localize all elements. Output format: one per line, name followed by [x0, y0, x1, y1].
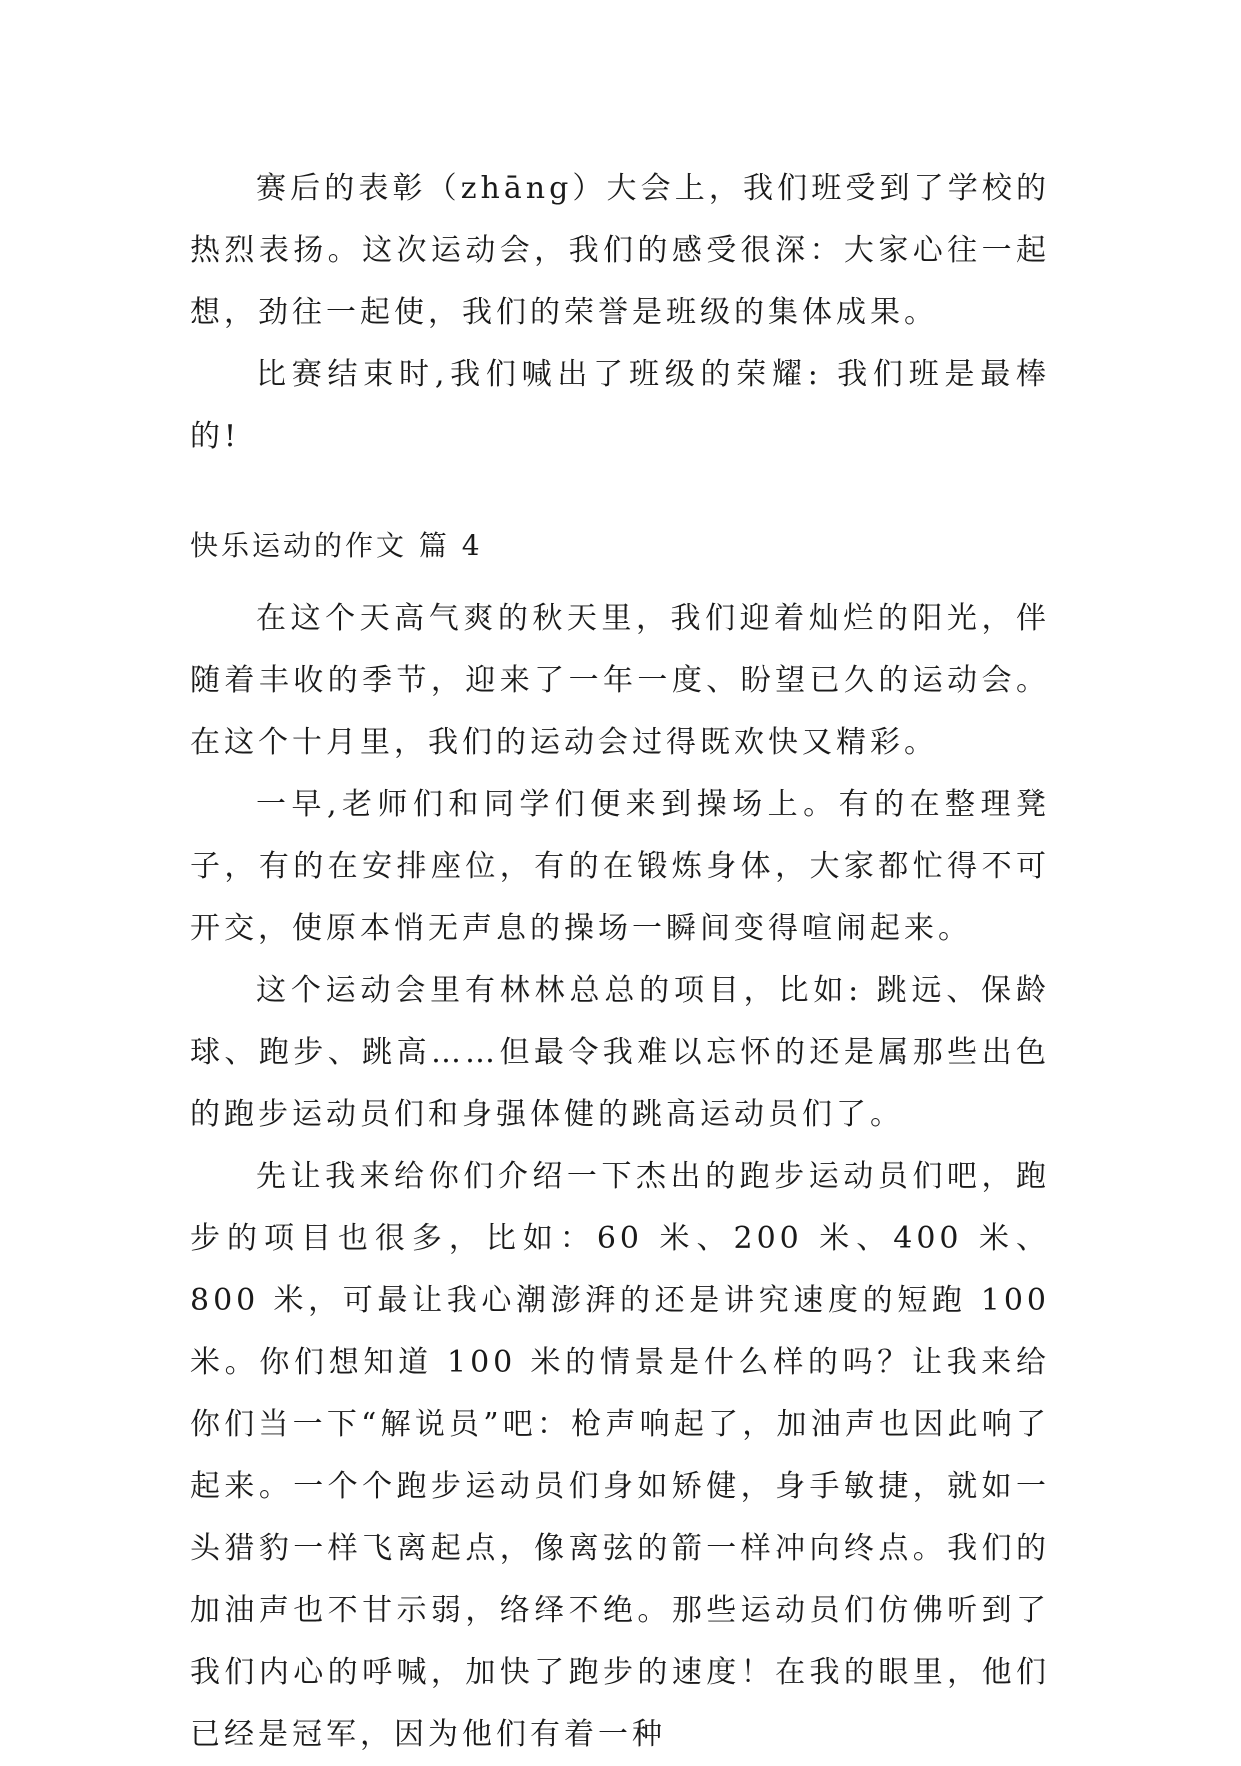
document-page: [190, 158, 1050, 1766]
paragraph-morning: 一早,老师们和同学们便来到操场上。有的在整理凳子，有的在安排座位，有的在锻炼身体，大家都忙得不可开交，使原本悄无声息的操场一瞬间变得喧闹起来。: [190, 787, 1050, 946]
section-title: 快乐运动的作文 篇 4: [190, 529, 483, 562]
paragraph-race-end: 比赛结束时,我们喊出了班级的荣耀: 我们班是最棒的!: [190, 357, 1050, 454]
paragraph-award-ceremony: 赛后的表彰（zhāng）大会上，我们班受到了学校的热烈表扬。这次运动会，我们的感受很深：大家心往一起想，劲往一起使，我们的荣誉是班级的集体成果。: [190, 171, 1050, 330]
paragraph-autumn-intro: 在这个天高气爽的秋天里，我们迎着灿烂的阳光，伴随着丰收的季节，迎来了一年一度、盼望已久的运动会。在这个十月里，我们的运动会过得既欢快又精彩。: [190, 601, 1050, 760]
paragraph-running: 先让我来给你们介绍一下杰出的跑步运动员们吧，跑步的项目也很多，比如：60 米、200 米、400 米、800 米，可最让我心潮澎湃的还是讲究速度的短跑 100 米。你们想知道 100 米的情景是什么样的吗？让我来给你们当一下“解说员”吧：枪声响起了，加油声也因此响了起来。一个个跑步运动员们身如矫健，身手敏捷，就如一头猎豹一样飞离起点，像离弦的箭一样冲向终点。我们的加油声也不甘示弱，络绎不绝。那些运动员们仿佛听到了我们内心的呼喊，加快了跑步的速度！在我的眼里，他们已经是冠军，因为他们有着一种: [190, 1159, 1050, 1752]
paragraph-events: 这个运动会里有林林总总的项目，比如: 跳远、保龄球、跑步、跳高……但最令我难以忘怀的还是属那些出色的跑步运动员们和身强体健的跳高运动员们了。: [190, 973, 1050, 1132]
